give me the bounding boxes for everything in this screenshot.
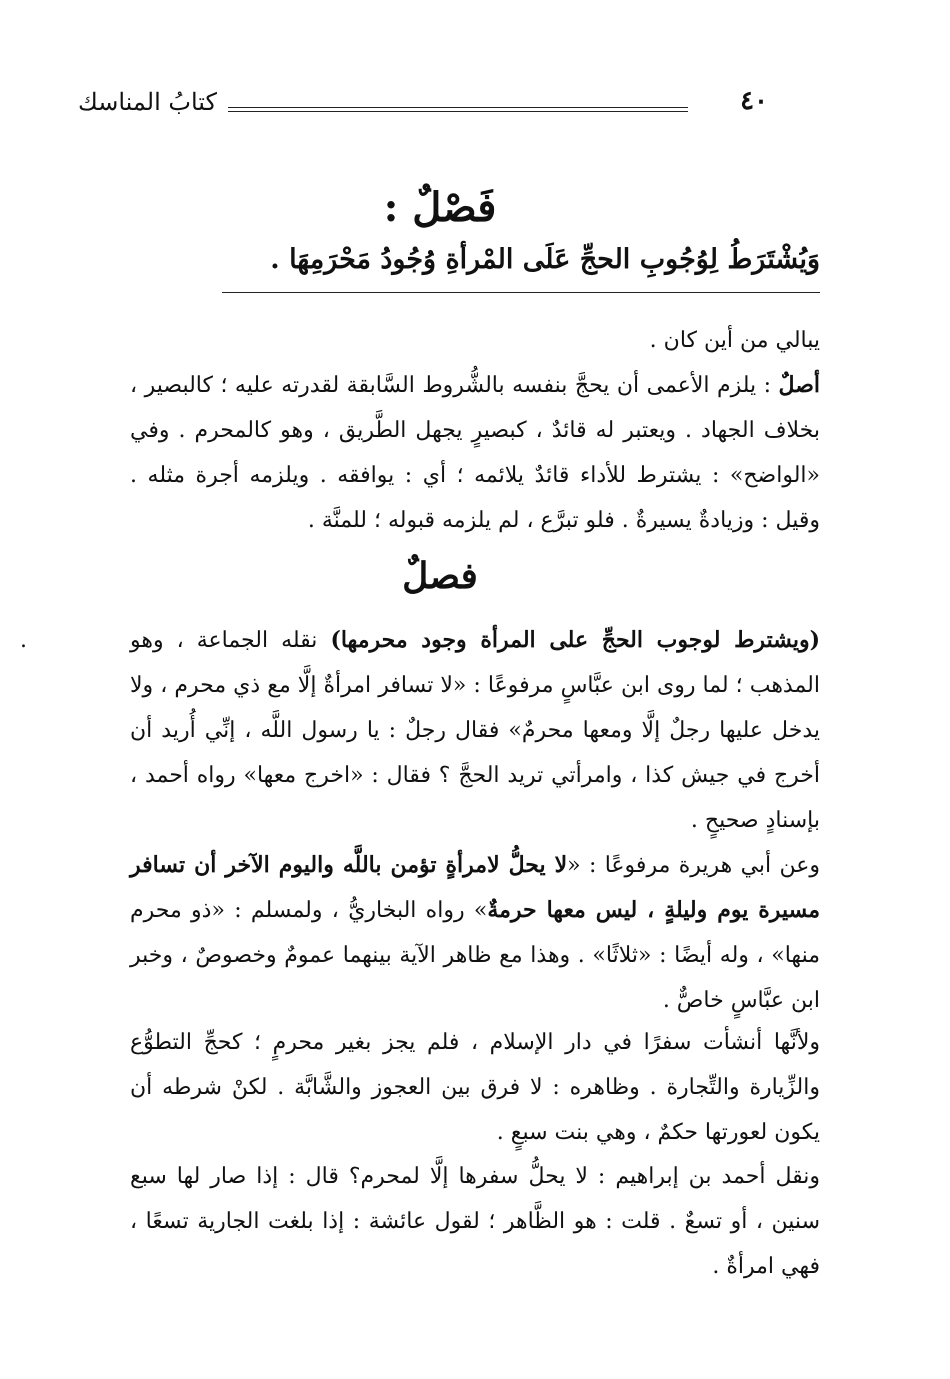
matn-underline bbox=[222, 292, 820, 293]
header-rule bbox=[228, 107, 688, 108]
continued-line: يبالي من أين كان . bbox=[649, 328, 820, 353]
page-number: ٤٠ bbox=[740, 86, 768, 116]
book-title: كتابُ المناسك bbox=[78, 88, 217, 116]
matn-quote: (ويشترط لوجوب الحجِّ على المرأة وجود محرمها) bbox=[330, 627, 820, 653]
asl-label: أصلٌ bbox=[778, 372, 821, 398]
matn-text: وَيُشْتَرَطُ لِوُجُوبِ الحجِّ عَلَى المْرأةِ وُجُودُ مَحْرَمِهَا . bbox=[270, 244, 820, 275]
section-title-sharh: فصلٌ bbox=[402, 555, 478, 597]
asl-paragraph bbox=[130, 363, 820, 543]
header-rule-secondary bbox=[228, 111, 688, 112]
hadith-bold: لا يحلُّ لامرأةٍ تؤمن باللَّه واليوم الآخر أن تسافر مسيرة يوم وليلةٍ ، ليس معها حرمةٌ bbox=[130, 852, 820, 923]
section-title-matn: فَصْلٌ : bbox=[383, 184, 497, 231]
sharh-paragraph-1 bbox=[130, 618, 820, 843]
sharh-paragraph-2 bbox=[130, 843, 820, 1023]
sharh-paragraph-3: ولأنَّها أنشأت سفرًا في دار الإسلام ، فلم يجز بغير محرمٍ ؛ كحجِّ التطوُّع والزِّيارة والتِّجارة . وظاهره : لا فرق بين العجوز والشَّابَّة . لكنْ شرطه أن يكون لعورتها حكمٌ ، وهي بنت سبعٍ . bbox=[130, 1030, 820, 1145]
hadith-intro: وعن أبي هريرة مرفوعًا : « bbox=[567, 853, 820, 878]
page-header bbox=[78, 86, 768, 126]
sharh-text-2: » رواه البخاريُّ ، ولمسلم : «ذو محرم منها» ، وله أيضًا : «ثلاثًا» . وهذا مع ظاهر الآية بينهما عمومٌ وخصوصٌ ، وخبر ابن عبَّاسٍ خاصٌّ . bbox=[130, 898, 820, 1013]
margin-mark: . bbox=[20, 628, 27, 653]
sharh-text-1: نقله الجماعة ، وهو المذهب ؛ لما روى ابن عبَّاسٍ مرفوعًا : «لا تسافر امرأةٌ إلَّا مع ذي محرم ، ولا يدخل عليها رجلٌ إلَّا ومعها محرمٌ» فقال رجلٌ : يا رسول اللَّه ، إنِّي أُريد أن أخرج في جيش كذا ، وامرأتي تريد الحجَّ ؟ فقال : «اخرج معها» رواه أحمد ، بإسنادٍ صحيحٍ . bbox=[130, 628, 820, 833]
asl-text: : يلزم الأعمى أن يحجَّ بنفسه بالشُّروط السَّابقة لقدرته عليه ؛ كالبصير ، بخلاف الجهاد . ويعتبر له قائدٌ ، كبصيرٍ يجهل الطَّريق ، وهو كالمحرم . وفي «الواضح» : يشترط للأداء قائدٌ يلائمه ؛ أي : يوافقه . ويلزمه أجرة مثله . وقيل : وزيادةٌ يسيرةٌ . فلو تبرَّع ، لم يلزمه قبوله ؛ للمنَّة . bbox=[130, 373, 820, 533]
sharh-paragraph-4: ونقل أحمد بن إبراهيم : لا يحلُّ سفرها إلَّا لمحرم؟ قال : إذا صار لها سبع سنين ، أو تسعٌ . قلت : هو الظَّاهر ؛ لقول عائشة : إذا بلغت الجارية تسعًا ، فهي امرأةٌ . bbox=[130, 1164, 820, 1279]
